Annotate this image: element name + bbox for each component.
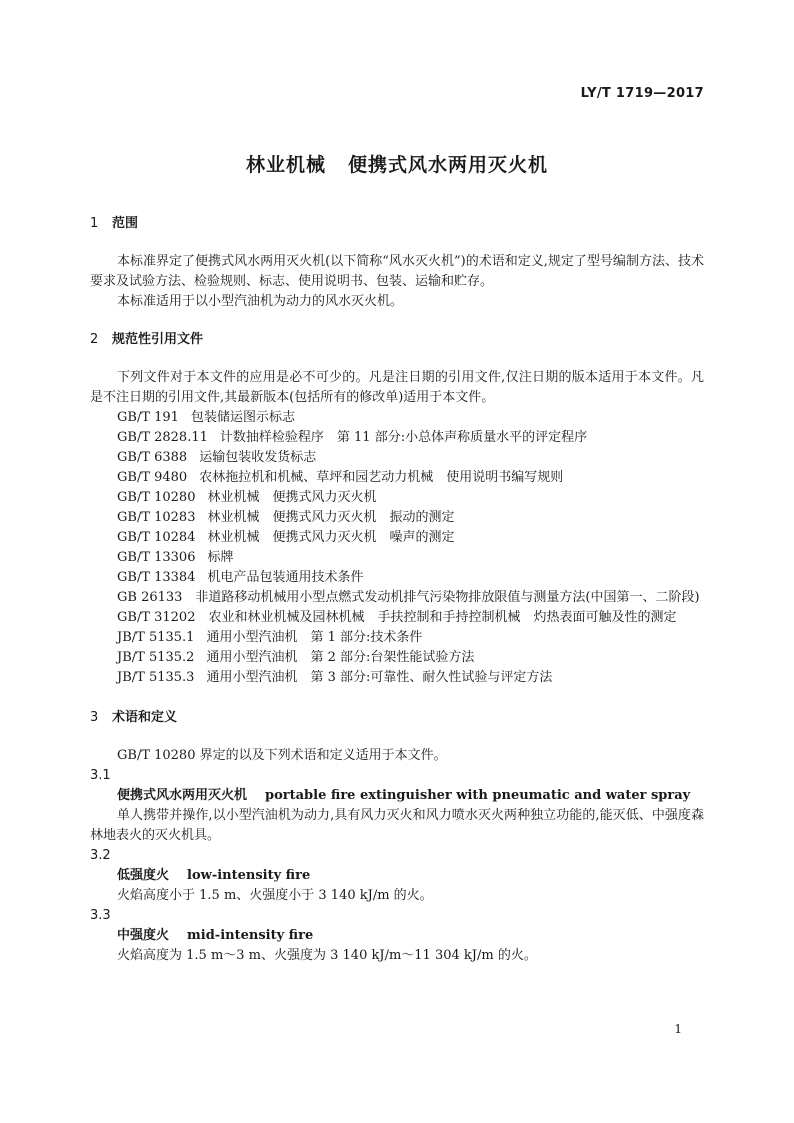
reference-title: 通用小型汽油机 第 1 部分:技术条件 <box>206 630 423 645</box>
reference-item <box>90 408 704 428</box>
reference-item <box>90 428 704 448</box>
reference-item <box>90 628 704 648</box>
reference-item <box>90 528 704 548</box>
reference-code: GB/T 6388 <box>117 450 188 465</box>
reference-title: 林业机械 便携式风力灭火机 振动的测定 <box>207 510 455 525</box>
title-part-2: 便携式风水两用灭火机 <box>348 154 549 176</box>
section-3-heading <box>90 708 704 728</box>
term-definition: 火焰高度小于 1.5 m、火强度小于 3 140 kJ/m 的火。 <box>117 888 433 903</box>
page-number: 1 <box>674 1022 682 1036</box>
title-part-1: 林业机械 <box>245 154 326 176</box>
reference-code: JB/T 5135.2 <box>117 650 195 665</box>
reference-code: GB/T 9480 <box>117 470 188 485</box>
reference-title: 计数抽样检验程序 第 11 部分:小总体声称质量水平的评定程序 <box>219 430 588 445</box>
reference-title: 林业机械 便携式风力灭火机 <box>207 490 377 505</box>
reference-item <box>90 508 704 528</box>
term-number: 3.2 <box>90 848 111 863</box>
term-title <box>90 926 704 946</box>
reference-code: GB/T 10283 <box>117 510 196 525</box>
reference-code: JB/T 5135.3 <box>117 670 195 685</box>
reference-title: 机电产品包装通用技术条件 <box>207 570 364 585</box>
section-title: 规范性引用文件 <box>112 332 204 347</box>
section-number: 1 <box>90 216 99 231</box>
section-title: 术语和定义 <box>112 710 178 725</box>
term-english: low-intensity fire <box>187 868 311 883</box>
reference-code: GB/T 13384 <box>117 570 196 585</box>
term-title <box>90 786 704 806</box>
reference-code: GB/T 10280 <box>117 490 196 505</box>
reference-code: GB/T 10284 <box>117 530 196 545</box>
standard-number: LY/T 1719—2017 <box>580 86 704 101</box>
term-english: mid-intensity fire <box>187 928 314 943</box>
terms-intro: GB/T 10280 界定的以及下列术语和定义适用于本文件。 <box>117 748 447 763</box>
term-title <box>90 866 704 886</box>
reference-code: GB/T 2828.11 <box>117 430 208 445</box>
term-definition: 火焰高度为 1.5 m～3 m、火强度为 3 140 kJ/m～11 304 kJ/m 的火。 <box>117 948 537 963</box>
section-number: 2 <box>90 332 99 347</box>
document-title <box>0 150 794 177</box>
reference-item <box>90 548 704 568</box>
reference-item <box>90 668 704 688</box>
term-number: 3.1 <box>90 768 111 783</box>
section-1-heading <box>90 214 704 234</box>
scope-paragraph-2: 本标准适用于以小型汽油机为动力的风水灭火机。 <box>117 294 404 309</box>
reference-item <box>90 468 704 488</box>
section-number: 3 <box>90 710 99 725</box>
document-body <box>90 214 704 966</box>
reference-title: 标牌 <box>207 550 234 565</box>
term-definition: 单人携带并操作,以小型汽油机为动力,具有风力灭火和风力喷水灭火两种独立功能的,能灭低、中强度森林地表火的灭火机具。 <box>90 808 704 843</box>
reference-item-gb26133: GB 26133 非道路移动机械用小型点燃式发动机排气污染物排放限值与测量方法(中国第一、二阶段) <box>117 590 700 605</box>
reference-title: 农林拖拉机和机械、草坪和园艺动力机械 使用说明书编写规则 <box>199 470 564 485</box>
reference-title: 运输包装收发货标志 <box>199 450 317 465</box>
reference-code: JB/T 5135.1 <box>117 630 195 645</box>
references-intro: 下列文件对于本文件的应用是必不可少的。凡是注日期的引用文件,仅注日期的版本适用于本文件。凡是不注日期的引用文件,其最新版本(包括所有的修改单)适用于本文件。 <box>90 370 704 405</box>
reference-title: 通用小型汽油机 第 3 部分:可靠性、耐久性试验与评定方法 <box>206 670 553 685</box>
term-number: 3.3 <box>90 908 111 923</box>
term-english: portable fire extinguisher with pneumatic and water spray <box>265 788 691 803</box>
reference-item <box>90 648 704 668</box>
reference-item-gbt31202: GB/T 31202 农业和林业机械及园林机械 手扶控制和手持控制机械 灼热表面可触及性的测定 <box>117 610 677 625</box>
reference-item <box>90 568 704 588</box>
reference-title: 林业机械 便携式风力灭火机 噪声的测定 <box>207 530 455 545</box>
section-2-heading <box>90 330 704 350</box>
reference-code: GB/T 13306 <box>117 550 196 565</box>
term-chinese: 低强度火 <box>117 868 170 883</box>
section-title: 范围 <box>112 216 139 231</box>
reference-title: 通用小型汽油机 第 2 部分:台架性能试验方法 <box>206 650 475 665</box>
term-chinese: 中强度火 <box>117 928 170 943</box>
reference-item <box>90 488 704 508</box>
reference-item <box>90 448 704 468</box>
term-chinese: 便携式风水两用灭火机 <box>117 788 248 803</box>
scope-paragraph-1: 本标准界定了便携式风水两用灭火机(以下简称“风水灭火机”)的术语和定义,规定了型号编制方法、技术要求及试验方法、检验规则、标志、使用说明书、包装、运输和贮存。 <box>90 254 704 289</box>
reference-title: 包装储运图示标志 <box>190 410 295 425</box>
reference-code: GB/T 191 <box>117 410 179 425</box>
